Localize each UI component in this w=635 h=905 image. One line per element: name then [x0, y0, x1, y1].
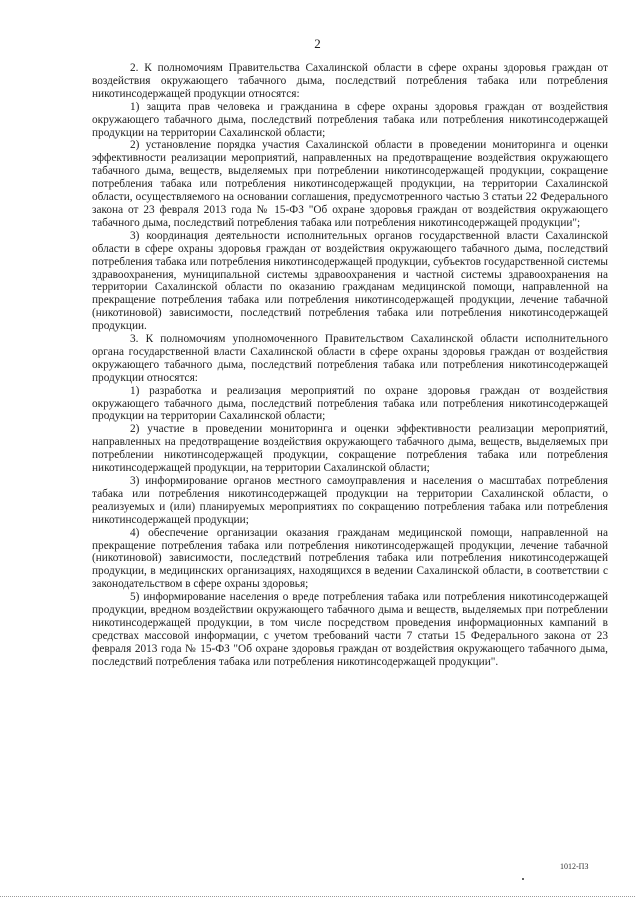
paragraph-2-item-2: 2) установление порядка участия Сахалинской области в проведении мониторинга и оценки эффективности реализации мероприятий, направленных на предотвращение воздействия окружающего табачного дыма, веществ, выделяемых при потреблении никотинсодержащей продукции, сокращение потребления табака или потребления никотинсодержащей продукции, на территории Сахалинской области, осуществляемого на основании соглашения, предусмотренного частью 3 статьи 22 Федерального закона от 23 февраля 2013 года № 15-ФЗ "Об охране здоровья граждан от воздействия окружающего табачного дыма, последствий потребления табака или потребления никотинсодержащей продукции"; [92, 139, 608, 229]
page-edge-line [0, 896, 635, 897]
paragraph-3-item-4: 4) обеспечение организации оказания гражданам медицинской помощи, направленной на прекращение потребления табака или потребления никотинсодержащей продукции, лечение табачной (никотиновой) зависимости, последствий потребления табака или потребления никотинсодержащей продукции, в медицинских организациях, находящихся в ведении Сахалинской области, в соответствии с законодательством в сфере охраны здоровья; [92, 526, 608, 591]
paragraph-3-item-5: 5) информирование населения о вреде потребления табака или потребления никотинсодержащей продукции, вредном воздействии окружающего табачного дыма и веществ, выделяемых при потреблении никотинсодержащей продукции, в том числе посредством проведения информационных кампаний в средствах массовой информации, с учетом требований части 7 статьи 15 Федерального закона от 23 февраля 2013 года № 15-ФЗ "Об охране здоровья граждан от воздействия окружающего табачного дыма, последствий потребления табака или потребления никотинсодержащей продукции". [92, 591, 608, 668]
paragraph-2-item-3: 3) координация деятельности исполнительных органов государственной власти Сахалинской области в сфере охраны здоровья граждан от воздействия окружающего табачного дыма, последствий потребления табака или потребления никотинсодержащей продукции, субъектов государственной системы здравоохранения, муниципальной системы здравоохранения и частной системы здравоохранения на территории Сахалинской области по оказанию гражданам медицинской помощи, направленной на прекращение потребления табака или потребления никотинсодержащей продукции, лечение табачной (никотиновой) зависимости, последствий потребления табака или потребления никотинсодержащей продукции. [92, 229, 608, 333]
page-number: 2 [314, 36, 321, 51]
paragraph-3-item-2: 2) участие в проведении мониторинга и оценки эффективности реализации мероприятий, направленных на предотвращение воздействия окружающего табачного дыма, веществ, выделяемых при потреблении никотинсодержащей продукции, сокращение потребления табака или потребления никотинсодержащей продукции, на территории Сахалинской области; [92, 423, 608, 475]
paragraph-2-item-1: 1) защита прав человека и гражданина в сфере охраны здоровья граждан от воздействия окружающего табачного дыма, последствий потребления табака или потребления никотинсодержащей продукции на территории Сахалинской области; [92, 100, 608, 139]
scan-speck [522, 878, 524, 880]
paragraph-section-3: 3. К полномочиям уполномоченного Правительством Сахалинской области исполнительного органа государственной власти Сахалинской области в сфере охраны здоровья граждан от воздействия окружающего табачного дыма, последствий потребления табака или потребления никотинсодержащей продукции относятся: [92, 333, 608, 384]
paragraph-3-item-3: 3) информирование органов местного самоуправления и населения о масштабах потребления табака или потребления никотинсодержащей продукции на территории Сахалинской области, о реализуемых и (или) планируемых мероприятиях по сокращению потребления табака или потребления никотинсодержащей продукции; [92, 475, 608, 526]
document-code: 1012-ПЗ [560, 862, 589, 871]
paragraph-3-item-1: 1) разработка и реализация мероприятий по охране здоровья граждан от воздействия окружающего табачного дыма, последствий потребления табака или потребления никотинсодержащей продукции на территории Сахалинской области; [92, 384, 608, 423]
document-body [92, 62, 608, 669]
paragraph-section-2: 2. К полномочиям Правительства Сахалинской области в сфере охраны здоровья граждан от воздействия окружающего табачного дыма, последствий потребления табака или потребления никотинсодержащей продукции относятся: [92, 62, 608, 100]
